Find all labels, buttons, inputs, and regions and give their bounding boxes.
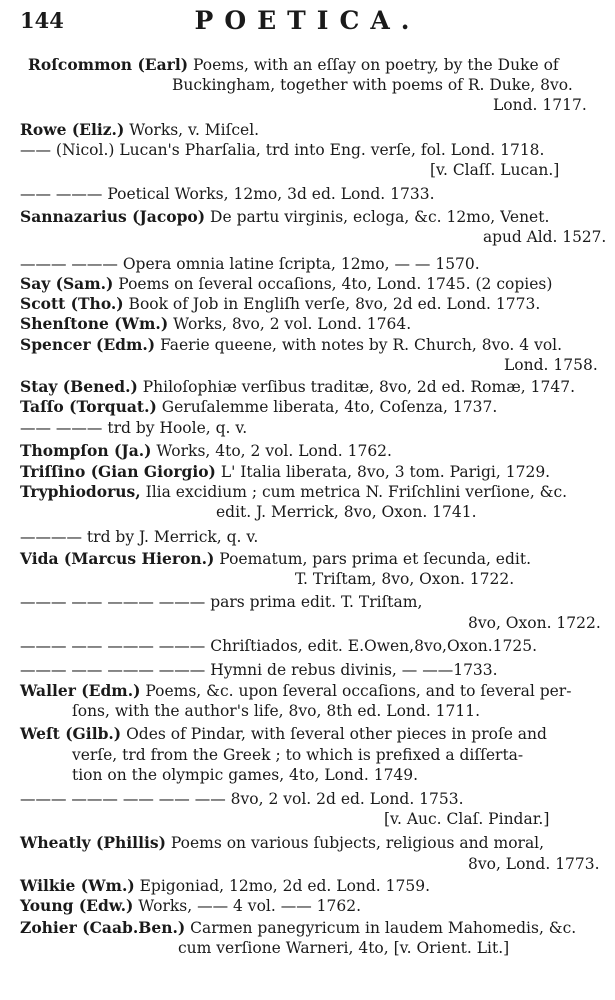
- entry-author: Rowe (Eliz.): [20, 120, 125, 139]
- entry-line: [20, 294, 540, 314]
- entry-author: Thompſon (Ja.): [20, 441, 152, 460]
- entry-text: 8vo, Oxon. 1722.: [468, 614, 601, 632]
- entry-text: [v. Claſſ. Lucan.]: [430, 161, 560, 179]
- entry-text: Works, v. Miſcel.: [124, 121, 260, 139]
- entry-text: Epigoniad, 12mo, 2d ed. Lond. 1759.: [134, 877, 431, 895]
- entry-line: [20, 527, 258, 547]
- entry-line: [20, 462, 550, 482]
- entry-line: [20, 636, 537, 656]
- entry-text: cum verſione Warneri, 4to, [v. Orient. Lit.]: [178, 939, 510, 957]
- entry-author: Weſt (Gilb.): [20, 724, 122, 743]
- entry-text: verſe, trd from the Greek ; to which is prefixed a diſſerta-: [72, 746, 524, 764]
- entry-line: [430, 160, 559, 180]
- entry-text: ——— —— ——— ——— pars prima edit. T. Triſtam,: [20, 593, 423, 611]
- entry-author: Say (Sam.): [20, 274, 114, 293]
- entry-line: [20, 549, 531, 569]
- entry-author: Spencer (Edm.): [20, 335, 156, 354]
- entry-line: [295, 569, 514, 589]
- entry-line: [20, 833, 544, 853]
- entry-author: Triſſino (Gian Giorgio): [20, 462, 216, 481]
- entry-line: [20, 314, 411, 334]
- entry-line: [20, 335, 562, 355]
- entry-line: [20, 724, 547, 744]
- entry-line: [20, 274, 552, 294]
- entry-text: Works, —— 4 vol. —— 1762.: [133, 897, 362, 915]
- entry-line: [20, 660, 498, 680]
- entry-author: Waller (Edm.): [20, 681, 141, 700]
- entry-author: Young (Edw.): [20, 896, 134, 915]
- entry-line: [20, 918, 576, 938]
- entry-text: ſons, with the author's life, 8vo, 8th ed. Lond. 1711.: [72, 702, 481, 720]
- entry-line: [384, 809, 549, 829]
- entry-author: Wilkie (Wm.): [20, 876, 135, 895]
- entry-text: tion on the olympic games, 4to, Lond. 1749.: [72, 766, 419, 784]
- entry-line: [20, 681, 571, 701]
- entry-text: [v. Auc. Claſ. Pindar.]: [384, 810, 550, 828]
- entry-line: [20, 184, 435, 204]
- entry-text: Poems on various ſubjects, religious and moral,: [165, 834, 545, 852]
- entry-text: Book of Job in Engliſh verſe, 8vo, 2d ed. Lond. 1773.: [123, 295, 541, 313]
- entry-text: edit. J. Merrick, 8vo, Oxon. 1741.: [216, 503, 477, 521]
- entry-line: [504, 355, 598, 375]
- entry-line: [28, 55, 559, 75]
- entry-line: [20, 397, 497, 417]
- entry-text: Odes of Pindar, with ſeveral other pieces in proſe and: [121, 725, 547, 743]
- entry-text: Lond. 1758.: [504, 356, 598, 374]
- entry-line: [20, 441, 392, 461]
- entry-author: Taſſo (Torquat.): [20, 397, 157, 416]
- entry-line: [178, 938, 509, 958]
- entry-text: ——— ——— —— —— —— 8vo, 2 vol. 2d ed. Lond. 1753.: [20, 790, 464, 808]
- entry-line: [483, 227, 606, 247]
- entry-text: De partu virginis, ecloga, &c. 12mo, Venet.: [205, 208, 550, 226]
- entry-line: [72, 745, 523, 765]
- entry-line: [172, 75, 573, 95]
- entry-text: ——— —— ——— ——— Chriſtiados, edit. E.Owen,8vo,Oxon.1725.: [20, 637, 538, 655]
- entry-author: Scott (Tho.): [20, 294, 124, 313]
- entry-line: [20, 592, 422, 612]
- entry-text: Poematum, pars prima et ſecunda, edit.: [214, 550, 532, 568]
- entry-text: Poems on ſeveral occaſions, 4to, Lond. 1745. (2 copies): [113, 275, 553, 293]
- entry-line: [493, 95, 587, 115]
- entry-line: [20, 896, 361, 916]
- entry-text: Geruſalemme liberata, 4to, Coſenza, 1737.: [156, 398, 498, 416]
- entry-line: [20, 789, 464, 809]
- entry-line: [72, 765, 418, 785]
- entry-text: —— ——— trd by Hoole, q. v.: [20, 419, 248, 437]
- entry-author: Zohier (Caab.Ben.): [20, 918, 186, 937]
- page-number: 144: [20, 8, 64, 33]
- entry-text: —— (Nicol.) Lucan's Pharſalia, trd into Eng. verſe, fol. Lond. 1718.: [20, 141, 545, 159]
- entry-line: [20, 482, 567, 502]
- entry-line: [468, 613, 601, 633]
- entry-line: [20, 140, 544, 160]
- running-head: POETICA.: [194, 6, 421, 35]
- entry-author: Roſcommon (Earl): [28, 55, 189, 74]
- entry-text: Lond. 1717.: [493, 96, 587, 114]
- entry-text: —— ——— Poetical Works, 12mo, 3d ed. Lond. 1733.: [20, 185, 435, 203]
- entry-author: Shenſtone (Wm.): [20, 314, 169, 333]
- entry-text: Poems, &c. upon ſeveral occaſions, and to ſeveral per-: [140, 682, 572, 700]
- entry-line: [20, 876, 430, 896]
- entry-line: [20, 120, 259, 140]
- entry-text: ——— ——— Opera omnia latine ſcripta, 12mo, — — 1570.: [20, 255, 480, 273]
- entry-text: Works, 4to, 2 vol. Lond. 1762.: [151, 442, 392, 460]
- entry-text: Carmen panegyricum in laudem Mahomedis, &c.: [185, 919, 577, 937]
- entry-text: ——— —— ——— ——— Hymni de rebus divinis, — ——1733.: [20, 661, 498, 679]
- entry-text: Ilia excidium ; cum metrica N. Friſchlini verſione, &c.: [140, 483, 568, 501]
- entry-line: [20, 418, 247, 438]
- entry-line: [20, 207, 549, 227]
- entry-text: L' Italia liberata, 8vo, 3 tom. Parigi, 1729.: [215, 463, 551, 481]
- entry-line: [216, 502, 477, 522]
- entry-author: Vida (Marcus Hieron.): [20, 549, 215, 568]
- entry-author: Sannazarius (Jacopo): [20, 207, 206, 226]
- entry-text: Poems, with an eſſay on poetry, by the Duke of: [188, 56, 559, 74]
- entry-text: ———— trd by J. Merrick, q. v.: [20, 528, 259, 546]
- entry-line: [72, 701, 480, 721]
- entry-author: Stay (Bened.): [20, 377, 138, 396]
- entry-author: Wheatly (Phillis): [20, 833, 166, 852]
- entry-line: [468, 854, 600, 874]
- entry-line: [20, 254, 480, 274]
- entry-text: T. Triſtam, 8vo, Oxon. 1722.: [295, 570, 515, 588]
- entry-line: [20, 377, 575, 397]
- entry-author: Tryphiodorus,: [20, 482, 141, 501]
- entry-text: 8vo, Lond. 1773.: [468, 855, 600, 873]
- entry-text: Works, 8vo, 2 vol. Lond. 1764.: [168, 315, 412, 333]
- entry-text: apud Ald. 1527.: [483, 228, 607, 246]
- entry-text: Philoſophiæ verſibus traditæ, 8vo, 2d ed. Romæ, 1747.: [137, 378, 575, 396]
- entry-text: Faerie queene, with notes by R. Church, 8vo. 4 vol.: [155, 336, 563, 354]
- entry-text: Buckingham, together with poems of R. Duke, 8vo.: [172, 76, 573, 94]
